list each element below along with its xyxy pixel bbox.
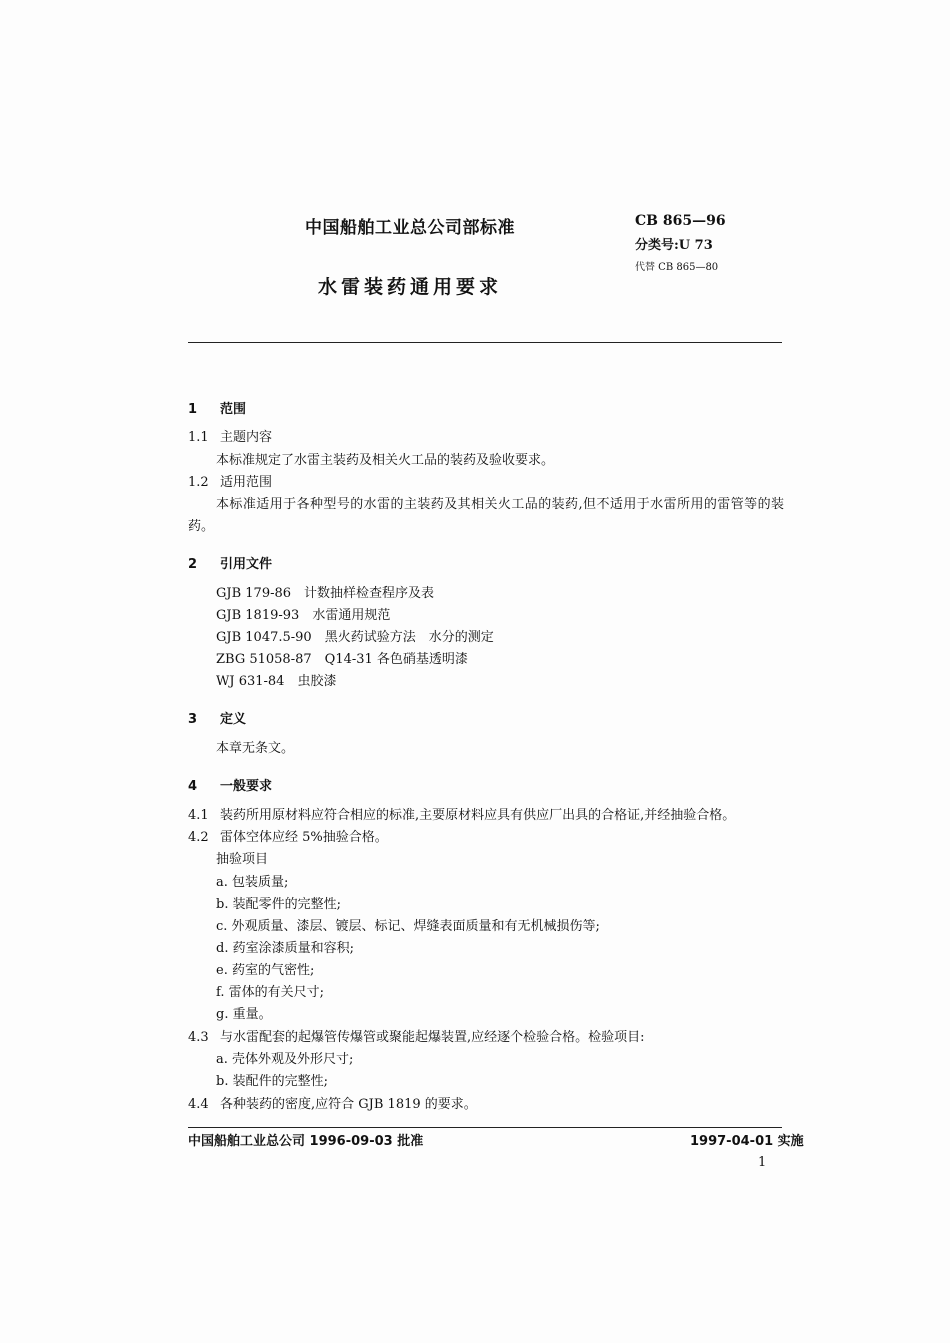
header-divider <box>188 342 782 343</box>
section-4-4-text: 4.4 各种装药的密度,应符合 GJB 1819 的要求。 <box>188 1097 477 1112</box>
list-item: e. 药室的气密性; <box>216 963 315 978</box>
section-3-text: 本章无条文。 <box>216 741 295 756</box>
approval-date: 中国船舶工业总公司 1996-09-03 批准 <box>188 1134 424 1149</box>
section-4-2-text: 4.2 雷体空体应经 5%抽验合格。 <box>188 830 388 845</box>
page-number: 1 <box>758 1155 767 1170</box>
section-4-3-text: 4.3 与水雷配套的起爆管传爆管或聚能起爆装置,应经逐个检验合格。检验项目: <box>188 1030 645 1045</box>
section-1-1-text: 本标准规定了水雷主装药及相关火工品的装药及验收要求。 <box>216 453 555 468</box>
section-2-heading: 2 引用文件 <box>188 557 273 572</box>
reference-item: ZBG 51058-87 Q14-31 各色硝基透明漆 <box>216 652 468 667</box>
section-4-1-text: 4.1 装药所用原材料应符合相应的标准,主要原材料应具有供应厂出具的合格证,并经抽验合格。 <box>188 808 736 823</box>
list-item: b. 装配件的完整性; <box>216 1074 328 1089</box>
reference-item: GJB 1047.5-90 黑火药试验方法 水分的测定 <box>216 630 494 645</box>
replaces-standard: 代替 CB 865—80 <box>635 262 719 273</box>
document-title: 水雷装药通用要求 <box>318 276 503 298</box>
standard-code: CB 865—96 <box>635 213 726 229</box>
footer-divider <box>188 1127 782 1128</box>
standard-organization: 中国船舶工业总公司部标准 <box>305 218 515 238</box>
reference-item: GJB 1819-93 水雷通用规范 <box>216 608 391 623</box>
list-item: c. 外观质量、漆层、镀层、标记、焊缝表面质量和有无机械损伤等; <box>216 919 600 934</box>
reference-item: GJB 179-86 计数抽样检查程序及表 <box>216 586 435 601</box>
list-item: g. 重量。 <box>216 1007 272 1022</box>
reference-item: WJ 631-84 虫胶漆 <box>216 674 337 689</box>
list-item: b. 装配零件的完整性; <box>216 897 341 912</box>
list-item: a. 壳体外观及外形尺寸; <box>216 1052 354 1067</box>
section-3-heading: 3 定义 <box>188 712 247 727</box>
list-item: f. 雷体的有关尺寸; <box>216 985 324 1000</box>
classification-number: 分类号:U 73 <box>635 238 713 253</box>
section-4-2-subheading: 抽验项目 <box>216 852 269 867</box>
effective-date: 1997-04-01 实施 <box>690 1134 804 1149</box>
section-1-heading: 1 范围 <box>188 402 247 417</box>
section-4-heading: 4 一般要求 <box>188 779 273 794</box>
list-item: d. 药室涂漆质量和容积; <box>216 941 354 956</box>
section-1-2-heading: 1.2 适用范围 <box>188 475 273 490</box>
list-item: a. 包装质量; <box>216 875 289 890</box>
section-1-1-heading: 1.1 主题内容 <box>188 430 273 445</box>
section-1-2-text: 本标准适用于各种型号的水雷的主装药及其相关火工品的装药,但不适用于水雷所用的雷管等的装药。 <box>188 497 784 534</box>
